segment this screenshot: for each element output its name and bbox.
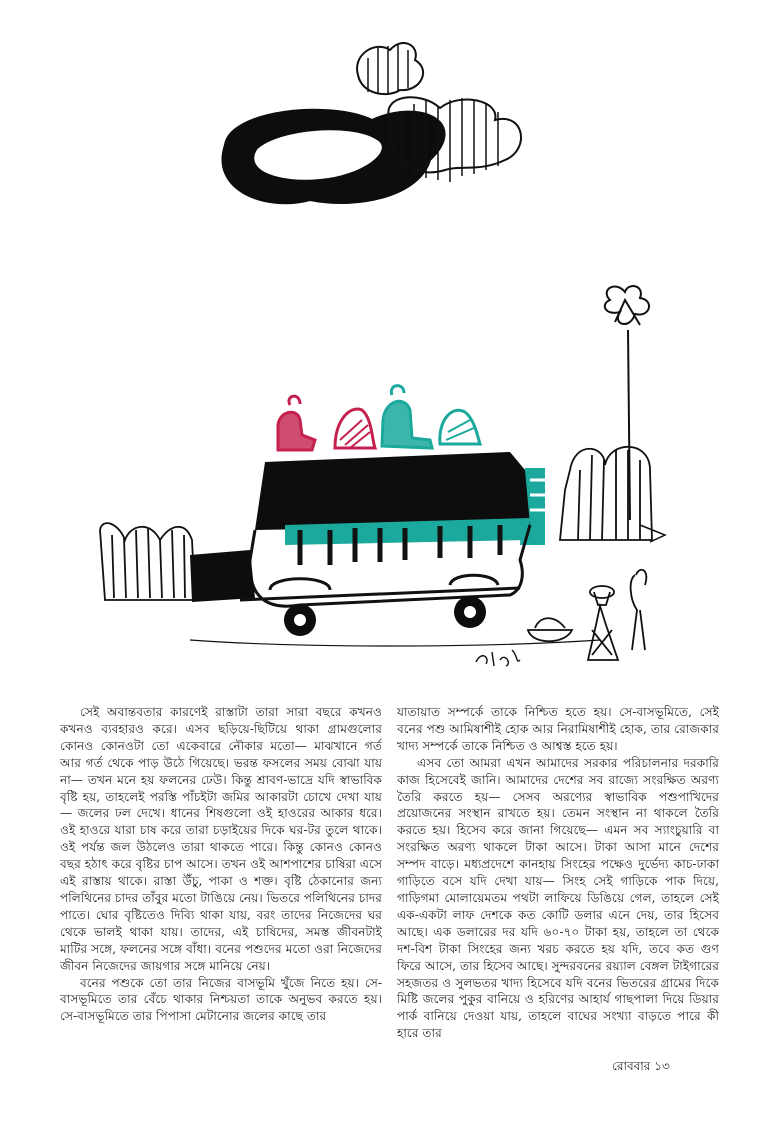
bus	[190, 452, 545, 636]
paragraph: বনের পশুকে তো তার নিজের বাসভূমি খুঁজে নিতে হয়। সে-বাসভূমিতে তার বেঁচে থাকার নিশ্চয়তা তাকে অনুভব করতে হয়। সে-বাসভূমিতে তার পিপাসা মেটানোর জলের কাছে তার	[60, 975, 382, 1024]
article-column-right	[397, 704, 719, 1042]
person-with-basket	[588, 570, 646, 660]
passenger-teal-2	[440, 410, 480, 444]
roof-passengers	[278, 386, 480, 450]
bus-roof-black	[255, 452, 530, 530]
cloud-drawing	[222, 43, 521, 203]
paragraph: যাতায়াত সম্পর্কে তাকে নিশ্চিত হতে হয়। সে-বাসভূমিতে, সেই বনের পশু আমিষাশীই হোক আর নিরামিষাশীই হোক, তার রোজকার খাদ্য সম্পর্কে তাকে নিশ্চিত ও আশ্বস্ত হতে হয়।	[397, 705, 719, 753]
hut-right	[560, 447, 652, 540]
page-footer: রোববার ১৩	[612, 1059, 670, 1073]
paragraph: সেই অবান্তবতার কারণেই রাস্তাটা তারা সারা বছরে কখনও কখনও ব্যবহারও করে। এসব ছড়িয়ে-ছিটিয়ে থাকা গ্রামগুলোর কোনও কোনওটা তো একেবারে নৌকার মতো— মাঝখানে গর্ত আর গর্ত থেকে পাড় উঠে গিয়েছে। ভরন্ত ফসলের সময় বোঝা যায় না— তখন মনে হয় ফলনের ঢেউ। কিন্তু শ্রাবণ-ভাদ্রে যদি স্বাভাবিক বৃষ্টি হয়, তাহলেই পরস্তি পাঁচইটা জমির আকারটা চোখে দেখা যায়— জলের ঢল দেখে। ধানের শিষগুলো ওই হাওরের আকার ধরে। ওই হাওরে যারা চাষ করে তারা চড়াইয়ের দিকে ঘর-টর তুলে থাকে। ওই পর্যন্ত জল উঠলেও তারা থাকতে পারে। কিন্তু কোনও কোনও বছর হঠাৎ করে বৃষ্টির চাপ আসে। তখন ওই আশপাশের চাষিরা এসে এই রাস্তায় থাকে। রাস্তা উঁচু, পাকা ও শক্ত। বৃষ্টি ঠেকানোর জন্য পলিথিনের চাদর তাঁবুর মতো টাঙিয়ে নেয়। ভিতরে পলিথিনের চাদর পাতে। ঘোর বৃষ্টিতেও দিব্যি থাকা যায়, বরং তাদের নিজেদের ঘর থেকে ভালই থাকা যায়। তাদের, এই চাষিদের, সমস্ত জীবনটাই মাটির সঙ্গে, ফলনের সঙ্গে বাঁধা। বনের পশুদের মতো ওরা নিজেদের জীবন নিজেদের জায়গার সঙ্গে মানিয়ে নেয়।	[60, 705, 382, 973]
striped-cloud-top	[357, 43, 423, 94]
tree	[605, 286, 649, 520]
passenger-teal-1	[382, 401, 432, 448]
article-column-left	[60, 704, 382, 1025]
basket	[528, 618, 572, 641]
passenger-magenta-2	[335, 409, 375, 448]
standing-figure	[631, 570, 647, 650]
passenger-magenta-1	[278, 412, 315, 450]
artist-signature	[476, 650, 520, 666]
paragraph: এসব তো আমরা এখন আমাদের সরকার পরিচালনার দরকারি কাজ হিসেবেই জানি। আমাদের দেশের সব রাজ্যে সংরক্ষিত অরণ্য তৈরি করতে হয়— সেসব অরণ্যের স্বাভাবিক পশুপাখিদের প্রয়োজনের সংস্থান রাখতে হয়। তেমন সংস্থান না থাকলে তৈরি করতে হয়। হিসেব করে জানা গিয়েছে— এমন সব স্যাংচুয়ারি বা সংরক্ষিত অরণ্য থাকলে টাকা আসে। টাকা আসা মানে দেশের সম্পদ বাড়ে। মধ্যপ্রদেশে কানহায় সিংহের পক্ষেও দুর্ভেদ্য কাচ-ঢাকা গাড়িতে বসে যদি দেখা যায়— সিংহ সেই গাড়িকে পাক দিয়ে, গাড়িগমা মোলায়েমতম পথটা লাফিয়ে ডিঙিয়ে গেল, তাহলে সেই এক-একটা লাফ দেশকে কত কোটি ডলার এনে দেয়, তার হিসেব আছে। এক ডলারের দর যদি ৬০-৭০ টাকা হয়, তাহলে তা থেকে দশ-বিশ টাকা সিংহের জন্য খরচ করতে হয় যদি, তবে কত গুণ ফিরে আসে, তার হিসেব আছে। সুন্দরবনের রয়্যাল বেঙ্গল টাইগারের সহজতর ও সুলভতর খাদ্য হিসেবে যদি বনের ভিতরের গ্রামের দিকে মিষ্টি জলের পুকুর বানিয়ে ও হরিণের আহার্য গাছপালা দিয়ে ডিয়ার পার্ক বানিয়ে দেওয়া যায়, তাহলে বাঘের সংখ্যা বাড়তে পারে কী হারে তার	[397, 755, 719, 1041]
road-line	[190, 640, 600, 646]
